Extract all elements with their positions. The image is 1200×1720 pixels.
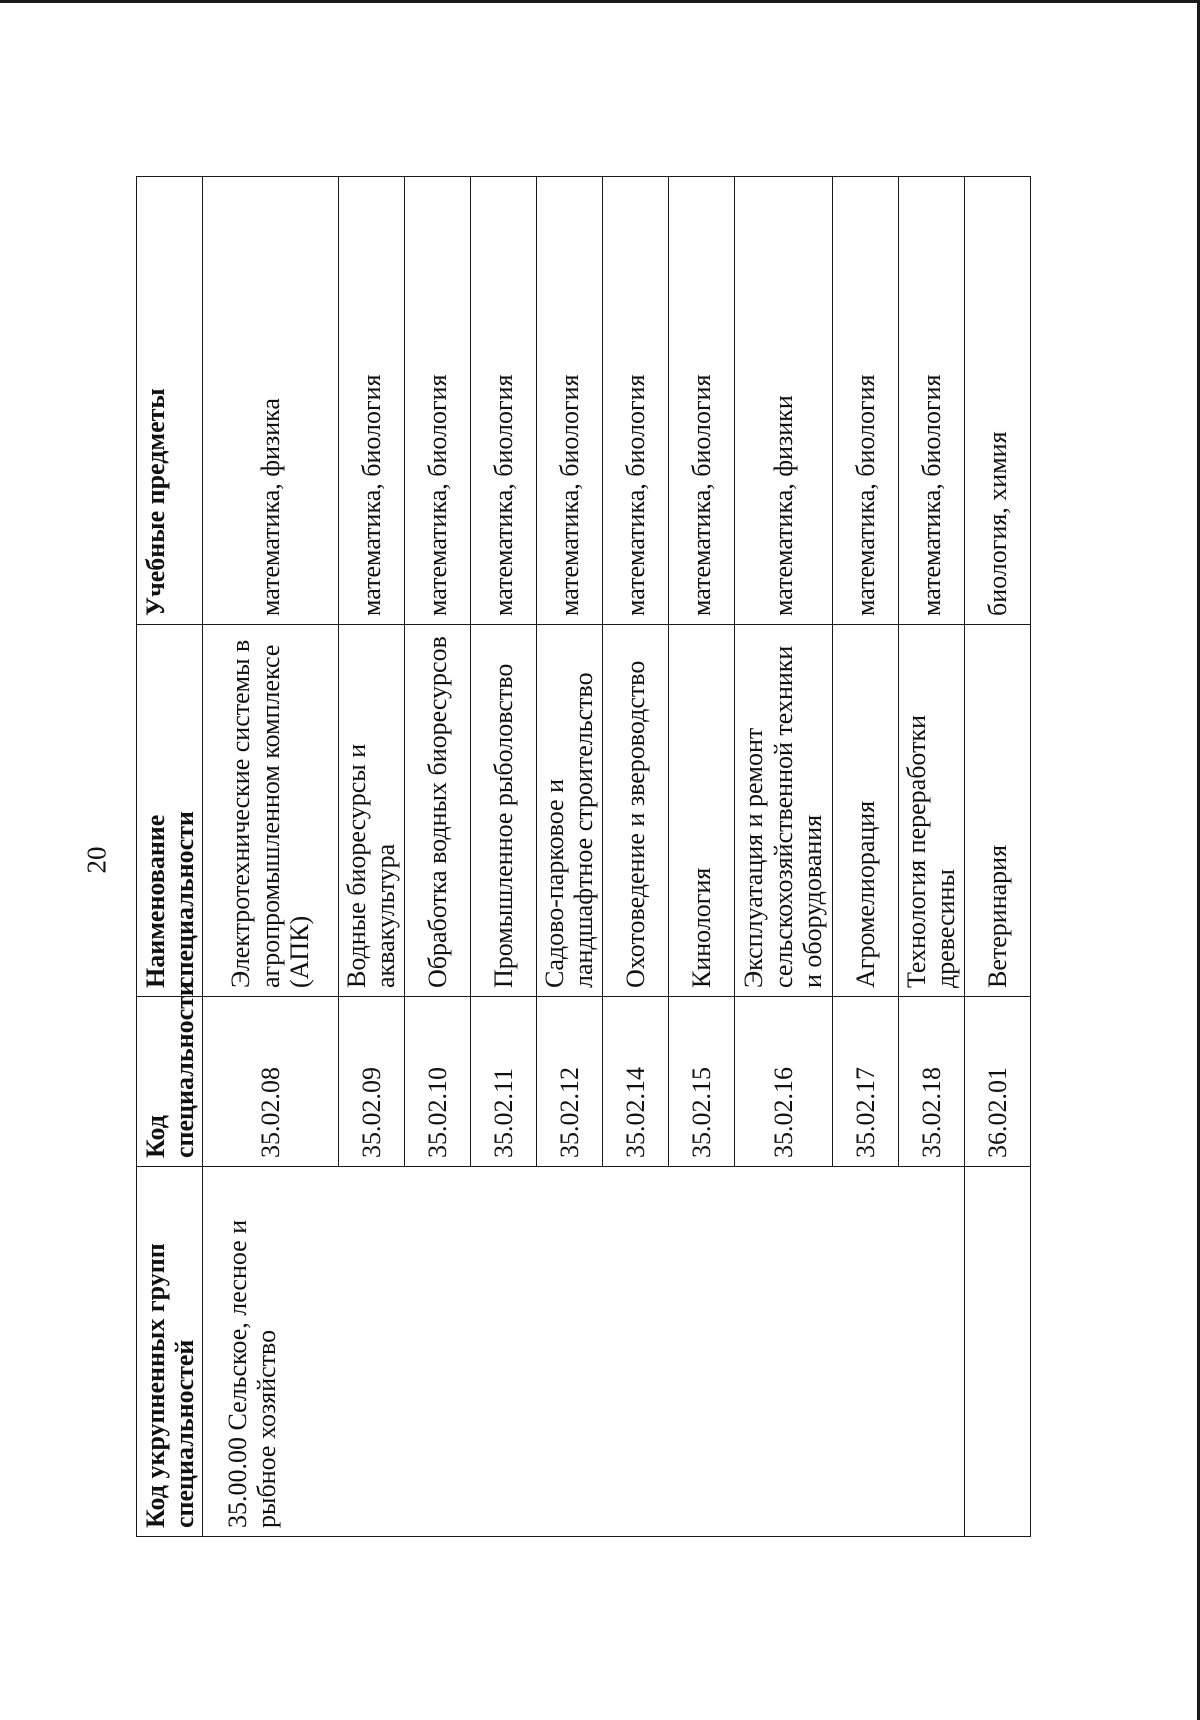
table-row xyxy=(202,177,338,1537)
spec-name-cell: Агромелиорация xyxy=(832,625,898,997)
spec-code-cell: 35.02.15 xyxy=(668,997,734,1167)
spec-code-cell: 35.02.09 xyxy=(338,997,404,1167)
spec-code-cell: 35.02.16 xyxy=(734,997,832,1167)
spec-code-cell: 35.02.11 xyxy=(470,997,536,1167)
spec-code-cell: 35.02.12 xyxy=(536,997,602,1167)
group-cell: 35.00.00 Сельское, лесное и рыбное хозяйство xyxy=(202,1167,964,1537)
spec-code-cell: 35.02.08 xyxy=(202,997,338,1167)
specialties-table-rotated xyxy=(136,177,1024,1537)
spec-name-cell: Технология переработки древесины xyxy=(898,625,964,997)
empty-group-cell xyxy=(964,1167,1030,1537)
header-group-code: Код укрупненных групп специальностей xyxy=(137,1167,203,1537)
spec-name-cell: Ветеринария xyxy=(964,625,1030,997)
spec-name-cell: Кинология xyxy=(668,625,734,997)
header-spec-name: Наименование специальности xyxy=(137,625,203,997)
spec-code-cell: 35.02.17 xyxy=(832,997,898,1167)
specialties-table xyxy=(136,176,1031,1537)
spec-name-cell: Эксплуатация и ремонт сельскохозяйственной техники и оборудования xyxy=(734,625,832,997)
subjects-cell: математика, биология xyxy=(470,177,536,625)
subjects-cell: математика, биология xyxy=(668,177,734,625)
header-spec-code: Код специальности xyxy=(137,997,203,1167)
subjects-cell: математика, физики xyxy=(734,177,832,625)
spec-code-cell: 35.02.14 xyxy=(602,997,668,1167)
subjects-cell: биология, химия xyxy=(964,177,1030,625)
subjects-cell: математика, биология xyxy=(536,177,602,625)
spec-name-cell: Обработка водных биоресурсов xyxy=(404,625,470,997)
table-header-row xyxy=(137,177,203,1537)
subjects-cell: математика, биология xyxy=(338,177,404,625)
subjects-cell: математика, физика xyxy=(202,177,338,625)
table-row xyxy=(964,177,1030,1537)
header-subjects: Учебные предметы xyxy=(137,177,203,625)
spec-name-cell: Водные биоресурсы и аквакультура xyxy=(338,625,404,997)
spec-name-cell: Электротехнические системы в агропромышленном комплексе (АПК) xyxy=(202,625,338,997)
spec-name-cell: Охотоведение и звероводство xyxy=(602,625,668,997)
subjects-cell: математика, биология xyxy=(404,177,470,625)
subjects-cell: математика, биология xyxy=(602,177,668,625)
subjects-cell: математика, биология xyxy=(898,177,964,625)
spec-code-cell: 35.02.10 xyxy=(404,997,470,1167)
spec-code-cell: 35.02.18 xyxy=(898,997,964,1167)
spec-name-cell: Промышленное рыболовство xyxy=(470,625,536,997)
spec-name-cell: Садово-парковое и ландшафтное строительство xyxy=(536,625,602,997)
page-number: 20 xyxy=(81,846,112,874)
scan-border-top xyxy=(0,0,1200,3)
subjects-cell: математика, биология xyxy=(832,177,898,625)
spec-code-cell: 36.02.01 xyxy=(964,997,1030,1167)
